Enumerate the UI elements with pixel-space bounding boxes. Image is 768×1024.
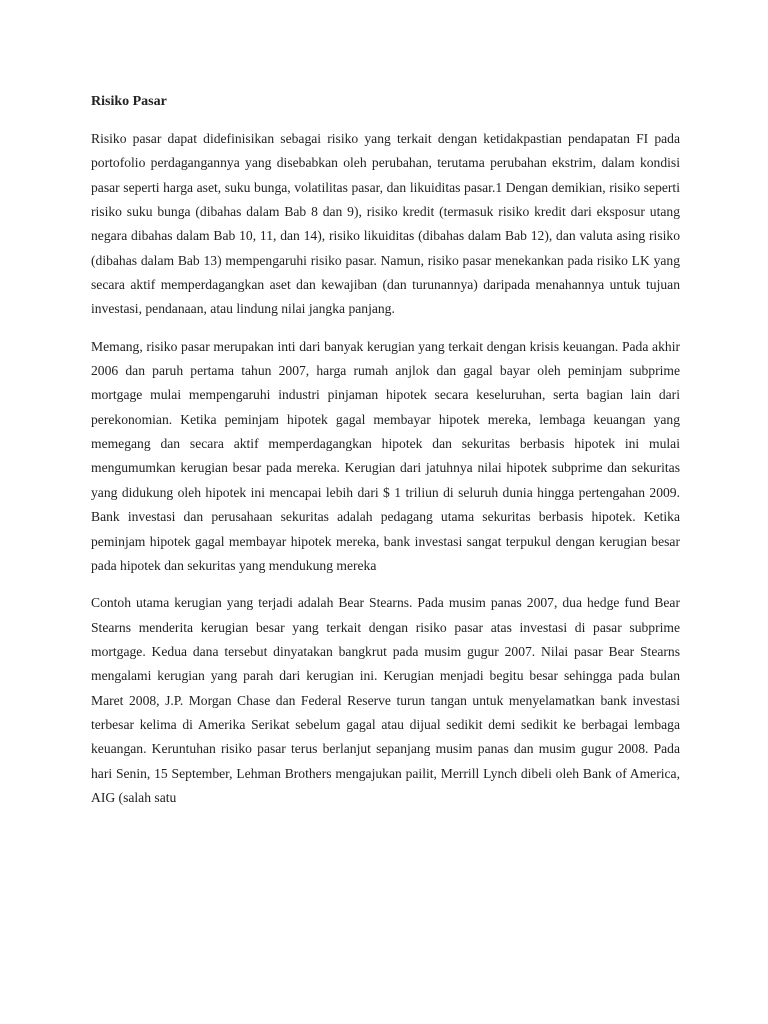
paragraph-3: Contoh utama kerugian yang terjadi adalah Bear Stearns. Pada musim panas 2007, dua hedge fund Bear Stearns menderita kerugian besar yang terkait dengan risiko pasar atas investasi di pasar subprime mortgage. Kedua dana tersebut dinyatakan bangkrut pada musim gugur 2007. Nilai pasar Bear Stearns mengalami kerugian yang parah dari kerugian ini. Kerugian menjadi begitu besar sehingga pada bulan Maret 2008, J.P. Morgan Chase dan Federal Reserve turun tangan untuk menyelamatkan bank investasi terbesar kelima di Amerika Serikat sebelum gagal atau dijual sedikit demi sedikit ke berbagai lembaga keuangan. Keruntuhan risiko pasar terus berlanjut sepanjang musim panas dan musim gugur 2008. Pada hari Senin, 15 September, Lehman Brothers mengajukan pailit, Merrill Lynch dibeli oleh Bank of America, AIG (salah satu — [91, 595, 680, 805]
section-heading: Risiko Pasar — [91, 94, 167, 109]
paragraph-2: Memang, risiko pasar merupakan inti dari banyak kerugian yang terkait dengan krisis keuangan. Pada akhir 2006 dan paruh pertama tahun 2007, harga rumah anjlok dan gagal bayar oleh peminjam subprime mortgage mulai mempengaruhi industri pinjaman hipotek secara keseluruhan, serta bagian lain dari perekonomian. Ketika peminjam hipotek gagal membayar hipotek mereka, lembaga keuangan yang memegang dan secara aktif memperdagangkan hipotek dan sekuritas berbasis hipotek ini mulai mengumumkan kerugian besar pada mereka. Kerugian dari jatuhnya nilai hipotek subprime dan sekuritas yang didukung oleh hipotek ini mencapai lebih dari $ 1 triliun di seluruh dunia hingga pertengahan 2009. Bank investasi dan perusahaan sekuritas adalah pedagang utama sekuritas berbasis hipotek. Ketika peminjam hipotek gagal membayar hipotek mereka, bank investasi sangat terpukul dengan kerugian besar pada hipotek dan sekuritas yang mendukung mereka — [91, 338, 680, 573]
paragraph-1: Risiko pasar dapat didefinisikan sebagai risiko yang terkait dengan ketidakpastian pendapatan FI pada portofolio perdagangannya yang disebabkan oleh perubahan, terutama perubahan ekstrim, dalam kondisi pasar seperti harga aset, suku bunga, volatilitas pasar, dan likuiditas pasar.1 Dengan demikian, risiko seperti risiko suku bunga (dibahas dalam Bab 8 dan 9), risiko kredit (termasuk risiko kredit dari eksposur utang negara dibahas dalam Bab 10, 11, dan 14), risiko likuiditas (dibahas dalam Bab 12), dan valuta asing risiko (dibahas dalam Bab 13) mempengaruhi risiko pasar. Namun, risiko pasar menekankan pada risiko LK yang secara aktif memperdagangkan aset dan kewajiban (dan turunannya) daripada menahannya untuk tujuan investasi, pendanaan, atau lindung nilai jangka panjang. — [91, 131, 680, 317]
